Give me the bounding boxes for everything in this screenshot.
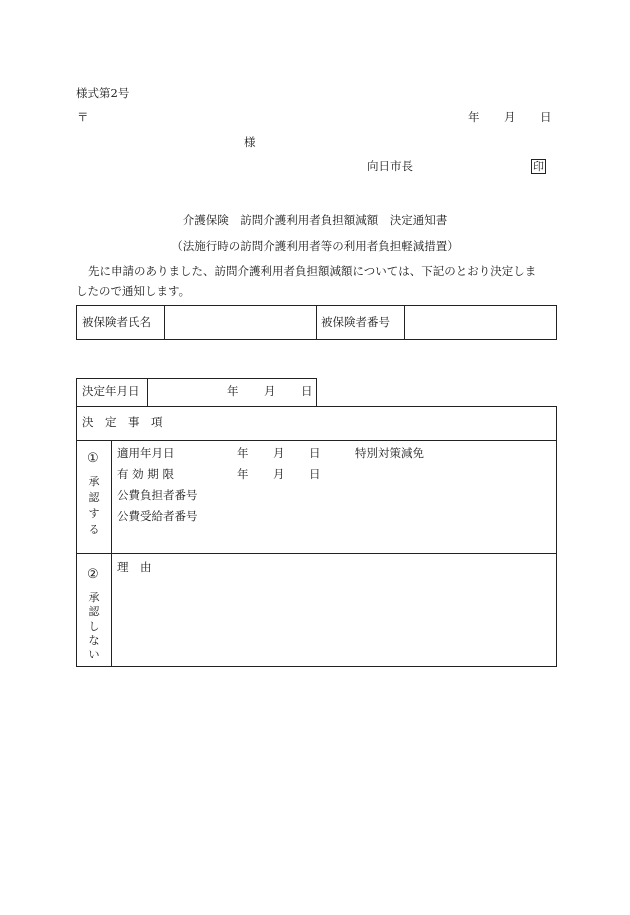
applied-month: 月 bbox=[273, 446, 285, 460]
deny-char: し bbox=[88, 619, 100, 633]
deny-vertical-label bbox=[87, 591, 101, 662]
decision-day: 日 bbox=[301, 384, 313, 398]
special-measure: 特別対策減免 bbox=[355, 446, 424, 460]
insured-number-label: 被保険者番号 bbox=[321, 315, 390, 329]
top-day: 日 bbox=[540, 110, 552, 124]
validity-label: 有 効 期 限 bbox=[117, 467, 174, 481]
insured-divider-3 bbox=[404, 305, 405, 340]
validity-month: 月 bbox=[273, 467, 285, 481]
approve-vertical-label bbox=[87, 474, 101, 538]
deny-char: な bbox=[88, 633, 100, 647]
deny-char: 承 bbox=[88, 591, 100, 604]
reason-label: 理 由 bbox=[117, 560, 152, 574]
deny-char: 認 bbox=[88, 605, 100, 619]
decision-date-label: 決定年月日 bbox=[82, 384, 140, 398]
deny-char: い bbox=[88, 648, 100, 662]
document-subtitle: （法施行時の訪問介護利用者等の利用者負担軽減措置） bbox=[171, 239, 459, 253]
document-title: 介護保険 訪問介護利用者負担額減額 決定通知書 bbox=[182, 213, 448, 227]
decision-items-header: 決 定 事 項 bbox=[82, 415, 163, 429]
issuer: 向日市長 bbox=[367, 159, 413, 173]
header-separator bbox=[76, 440, 557, 441]
marker-column-divider bbox=[111, 440, 112, 667]
top-year: 年 bbox=[468, 110, 480, 124]
decision-date-divider bbox=[147, 378, 148, 407]
approve-char: 認 bbox=[88, 490, 100, 504]
insured-divider-2 bbox=[316, 305, 317, 340]
payer-number-label: 公費負担者番号 bbox=[117, 488, 198, 502]
approve-marker: ① bbox=[87, 451, 99, 466]
validity-year: 年 bbox=[237, 467, 249, 481]
section-separator bbox=[76, 553, 557, 554]
top-month: 月 bbox=[504, 110, 516, 124]
addressee-suffix: 様 bbox=[244, 135, 256, 149]
applied-date-label: 適用年月日 bbox=[117, 446, 175, 460]
postal-mark: 〒 bbox=[77, 110, 89, 124]
body-line-2: したので通知します。 bbox=[76, 284, 191, 298]
approve-char: る bbox=[88, 522, 100, 536]
validity-day: 日 bbox=[309, 467, 321, 481]
decision-year: 年 bbox=[227, 384, 239, 398]
approve-char: 承 bbox=[88, 475, 100, 488]
applied-year: 年 bbox=[237, 446, 249, 460]
insured-divider-1 bbox=[164, 305, 165, 340]
decision-month: 月 bbox=[264, 384, 276, 398]
applied-day: 日 bbox=[309, 446, 321, 460]
deny-marker: ② bbox=[87, 567, 99, 582]
seal-mark: 印 bbox=[533, 160, 544, 173]
form-number: 様式第2号 bbox=[76, 86, 130, 100]
approve-char: す bbox=[88, 506, 100, 520]
recipient-number-label: 公費受給者番号 bbox=[117, 509, 198, 523]
body-line-1: 先に申請のありました、訪問介護利用者負担額減額については、下記のとおり決定しま bbox=[88, 264, 537, 278]
insured-name-label: 被保険者氏名 bbox=[82, 315, 151, 329]
